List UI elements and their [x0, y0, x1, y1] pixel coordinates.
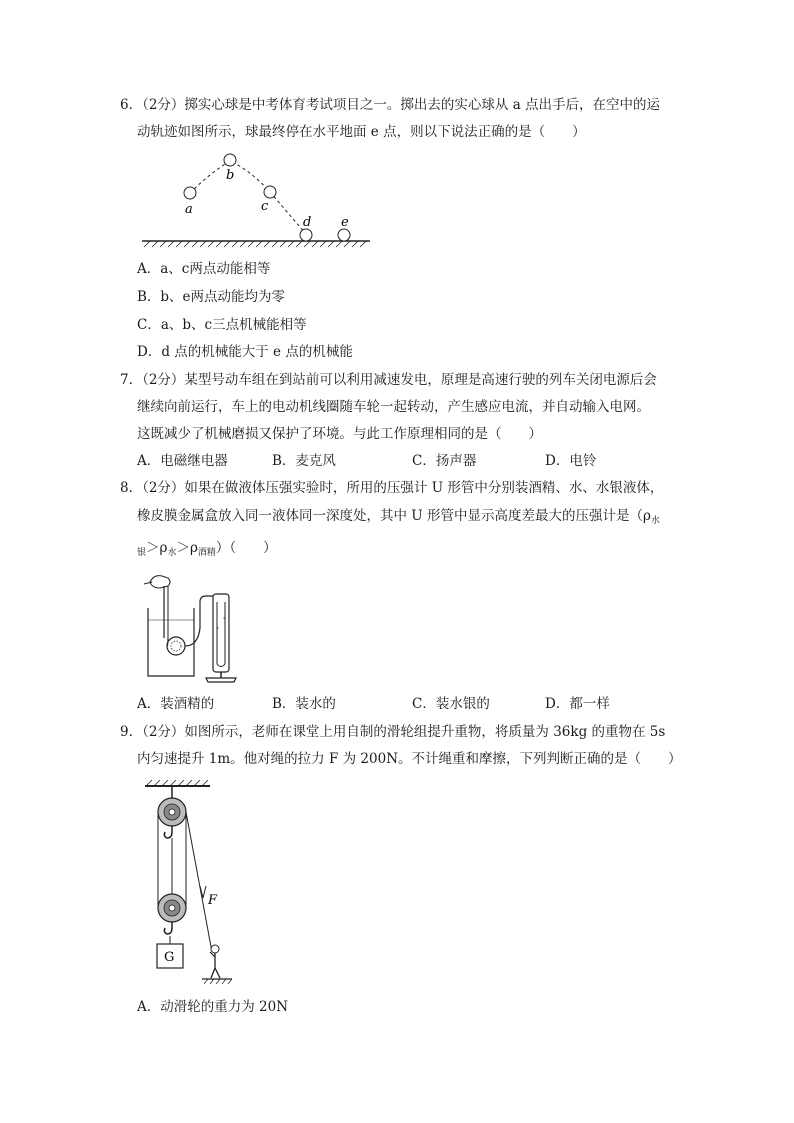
ball-c [264, 186, 276, 198]
force-label: F [208, 893, 218, 908]
q8-sub-water2: 水 [167, 548, 177, 558]
q9-stem-line1: 9．（2分）如图所示，老师在课堂上用自制的滑轮组提升重物，将质量为 36kg 的重物在 5s [120, 724, 666, 740]
q6-trajectory-figure [130, 148, 380, 248]
q7-option-a[interactable]: A．电磁继电器 [137, 453, 228, 469]
label-b: b [226, 168, 235, 183]
q8-option-c[interactable]: C．装水银的 [412, 696, 490, 712]
q8-pressure-gauge-figure [138, 568, 248, 688]
ball-a [184, 187, 196, 199]
q8-stem-line2-text: 橡皮膜金属盒放入同一液体同一深度处，其中 U 形管中显示高度差最大的压强计是（ρ [137, 508, 651, 524]
q7-option-c[interactable]: C．扬声器 [412, 453, 477, 469]
q9-option-a[interactable]: A．动滑轮的重力为 20N [137, 999, 289, 1015]
q8-stem-line3-end: ）（ ） [215, 540, 277, 556]
q7-stem-line3: 这既减少了机械磨损又保护了环境。与此工作原理相同的是（ ） [137, 426, 542, 442]
q9-pulley-figure [140, 776, 240, 986]
q6-option-c[interactable]: C．a、b、c三点机械能相等 [137, 317, 307, 333]
ball-d [300, 229, 312, 241]
label-d: d [303, 215, 312, 230]
q6-option-d[interactable]: D．d 点的机械能大于 e 点的机械能 [137, 344, 353, 360]
q7-stem-line2: 继续向前运行，车上的电动机线圈随车轮一起转动，产生感应电流，并自动输入电网。 [137, 399, 650, 415]
q8-sub-water1: 水 [650, 516, 660, 526]
q8-option-d[interactable]: D．都一样 [545, 696, 610, 712]
label-e: e [341, 215, 349, 230]
q8-stem-line1: 8．（2分）如果在做液体压强实验时，所用的压强计 U 形管中分别装酒精、水、水银液体， [120, 480, 664, 496]
q6-stem-line2: 动轨迹如图所示，球最终停在水平地面 e 点，则以下说法正确的是（ ） [137, 124, 586, 140]
q8-option-b[interactable]: B．装水的 [272, 696, 336, 712]
q8-sub-mercury: 银 [137, 548, 147, 558]
q8-stem-line3 [137, 538, 277, 563]
ball-e [338, 229, 350, 241]
q8-gt1: ＞ρ [146, 540, 168, 556]
q8-option-a[interactable]: A．装酒精的 [137, 696, 215, 712]
q6-option-a[interactable]: A．a、c两点动能相等 [137, 261, 271, 277]
label-a: a [185, 202, 193, 217]
q8-sub-alcohol: 酒精 [197, 548, 216, 558]
q6-stem-line1: 6．（2分）掷实心球是中考体育考试项目之一。掷出去的实心球从 a 点出手后，在空中的运 [120, 97, 661, 113]
q8-stem-line2 [137, 506, 660, 531]
label-c: c [261, 199, 269, 214]
q6-option-b[interactable]: B．b、e两点动能均为零 [137, 289, 286, 305]
q7-option-b[interactable]: B．麦克风 [272, 453, 336, 469]
q7-stem-line1: 7．（2分）某型号动车组在到站前可以利用减速发电，原理是高速行驶的列车关闭电源后会 [120, 372, 657, 388]
q8-gt2: ＞ρ [176, 540, 198, 556]
ball-b [224, 154, 236, 166]
q7-option-d[interactable]: D．电铃 [545, 453, 597, 469]
weight-label: G [164, 950, 175, 965]
q9-stem-line2: 内匀速提升 1m。他对绳的拉力 F 为 200N。不计绳重和摩擦，下列判断正确的是（ ） [137, 751, 682, 767]
